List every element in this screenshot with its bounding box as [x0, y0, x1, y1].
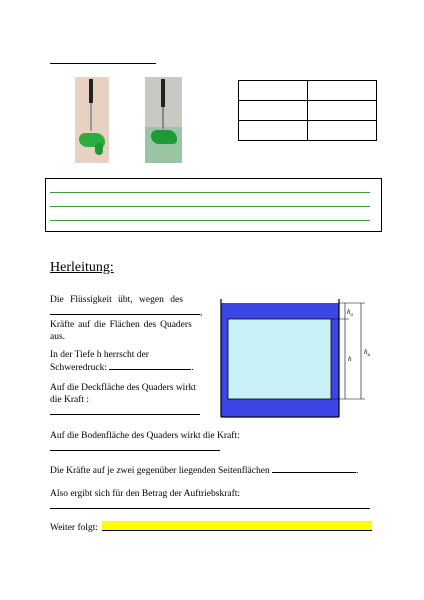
submerged-block	[228, 319, 331, 399]
fill-blank	[50, 500, 370, 509]
p3-line1: Auf die Deckfläche des Quaders wirkt	[50, 383, 196, 393]
title-underline	[50, 63, 156, 64]
p2-line2: Schweredruck:	[50, 363, 107, 373]
p3-line2: die Kraft :	[50, 395, 90, 405]
p4-line1: Auf die Bodenfläche des Quaders wirkt die Kraft:	[50, 431, 240, 441]
fill-blank	[50, 306, 200, 315]
table-row	[239, 101, 377, 121]
p2-line1: In der Tiefe h herrscht der	[50, 350, 149, 360]
paragraph-pressure-cause: Die Flüssigkeit übt, wegen des , Kräfte auf die Flächen des Quaders aus.	[50, 294, 205, 343]
label-h: h	[348, 355, 352, 363]
label-h0-sub: o	[350, 313, 353, 318]
table-row	[239, 81, 377, 101]
p7-text: Weiter folgt:	[50, 523, 99, 533]
paragraph-top-face	[50, 382, 220, 419]
paragraph-further	[50, 521, 380, 534]
table-row	[239, 121, 377, 141]
answer-line	[50, 192, 370, 193]
label-hu	[364, 348, 371, 358]
label-hu-sub: u	[367, 353, 370, 358]
photo-in-water	[145, 77, 182, 163]
p1-line2: Kräfte auf die Flächen des Quaders	[50, 320, 192, 330]
fill-blank	[272, 464, 356, 473]
p1-words: Die Flüssigkeit übt, wegen des	[50, 295, 183, 305]
fill-blank	[50, 406, 200, 415]
label-h0-main: h	[347, 308, 351, 316]
p1-line3: aus.	[50, 332, 66, 342]
p6-text: Also ergibt sich für den Betrag der Auftriebskraft:	[50, 489, 241, 499]
photo-in-air	[75, 77, 109, 163]
label-hu-main: h	[364, 348, 368, 356]
p5-text: Die Kräfte auf je zwei gegenüber liegenden Seitenflächen	[50, 466, 270, 476]
answer-box	[45, 178, 382, 232]
highlight-blank	[102, 521, 372, 531]
paragraph-depth-pressure: In der Tiefe h herrscht der Schweredruck: .	[50, 349, 215, 374]
fill-blank	[50, 442, 220, 451]
paragraph-bottom-face	[50, 430, 310, 455]
answer-line	[50, 206, 370, 207]
answer-line	[50, 220, 370, 221]
section-heading: Herleitung:	[50, 260, 114, 275]
value-table	[238, 80, 377, 141]
submerged-block-diagram	[215, 295, 380, 425]
paragraph-side-faces: Die Kräfte auf je zwei gegenüber liegenden Seitenflächen .	[50, 466, 359, 476]
paragraph-buoyancy	[50, 488, 380, 513]
fill-blank	[109, 361, 191, 370]
label-h0	[347, 308, 354, 318]
